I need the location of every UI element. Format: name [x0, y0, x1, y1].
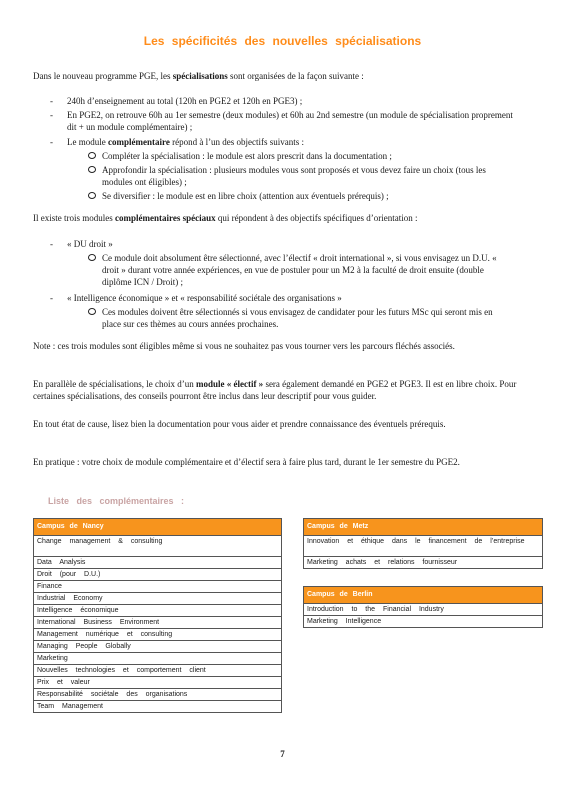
- circle-bullet-icon: [88, 192, 96, 199]
- table-cell: Innovation et éthique dans le financement de l’entreprise: [304, 536, 543, 557]
- table-cell: Marketing Intelligence: [304, 616, 543, 628]
- objective-text: Approfondir la spécialisation : plusieurs modules vous sont proposés et vous devez faire un choix (tous les modules ont éligibles) ;: [102, 165, 486, 187]
- table-row: [34, 605, 282, 617]
- table-cell: Droit (pour D.U.): [34, 569, 282, 581]
- berlin-table: [303, 586, 543, 628]
- page-title: Les spécificités des nouvelles spécialisations: [143, 34, 422, 48]
- dash: -: [50, 137, 53, 147]
- table-cell: International Business Environment: [34, 617, 282, 629]
- table-cell: Industrial Economy: [34, 593, 282, 605]
- metz-table: [303, 518, 543, 569]
- table-row: [34, 629, 282, 641]
- table-cell: Finance: [34, 581, 282, 593]
- parallel-paragraph: [33, 378, 533, 402]
- droit-label: « DU droit »: [67, 239, 113, 249]
- objective-text: Compléter la spécialisation : le module est alors prescrit dans la documentation ;: [102, 151, 392, 161]
- intro-bold: spécialisations: [172, 71, 228, 81]
- table-cell: Marketing: [34, 653, 282, 665]
- text: répond à l’un des objectifs suivants :: [172, 137, 305, 147]
- table-row: [34, 641, 282, 653]
- intro-paragraph: [33, 70, 533, 82]
- intro-text-end: sont organisées de la façon suivante :: [229, 71, 364, 81]
- table-row: [304, 616, 543, 628]
- table-cell: Introduction to the Financial Industry: [304, 604, 543, 616]
- note-paragraph: Note : ces trois modules sont éligibles même si vous ne souhaitez pas vous tourner vers les parcours fléchés associés.: [33, 341, 455, 351]
- text: qui répondent à des objectifs spécifiques d’orientation :: [217, 213, 418, 223]
- circle-bullet-icon: [88, 166, 96, 173]
- intro-text: Dans le nouveau programme PGE, les: [33, 71, 171, 81]
- table-row: [34, 689, 282, 701]
- table-row: [34, 536, 282, 557]
- table-cell: Prix et valeur: [34, 677, 282, 689]
- table-cell: Marketing achats et relations fournisseur: [304, 557, 543, 569]
- table-row: [34, 653, 282, 665]
- text: En parallèle de spécialisations, le choix d’un: [33, 379, 194, 389]
- table-row: [34, 665, 282, 677]
- text-bold: complémentaires spéciaux: [115, 213, 216, 223]
- table-cell: Nouvelles technologies et comportement client: [34, 665, 282, 677]
- table-row: [34, 617, 282, 629]
- dash: -: [50, 293, 53, 303]
- intel-label: « Intelligence économique » et « responsabilité sociétale des organisations »: [67, 293, 342, 303]
- tout-etat-paragraph: En tout état de cause, lisez bien la documentation pour vous aider et prendre connaissance des éventuels prérequis.: [33, 419, 446, 429]
- table-cell: Team Management: [34, 701, 282, 713]
- table-row: [304, 536, 543, 557]
- text-bold: complémentaire: [108, 137, 170, 147]
- table-row: [34, 581, 282, 593]
- table-cell: Intelligence économique: [34, 605, 282, 617]
- list-item-text: 240h d’enseignement au total (120h en PGE2 et 120h en PGE3) ;: [67, 96, 303, 106]
- berlin-header: Campus de Berlin: [304, 587, 543, 604]
- metz-header: Campus de Metz: [304, 519, 543, 536]
- table-cell: Change management & consulting: [34, 536, 282, 557]
- table-row: [34, 557, 282, 569]
- table-cell: Data Analysis: [34, 557, 282, 569]
- circle-bullet-icon: [88, 254, 96, 261]
- table-row: [304, 557, 543, 569]
- table-row: [34, 701, 282, 713]
- nancy-header: Campus de Nancy: [34, 519, 282, 536]
- text: Le module: [67, 137, 106, 147]
- table-row: [34, 677, 282, 689]
- table-row: [34, 569, 282, 581]
- nancy-table: [33, 518, 282, 713]
- dash: -: [50, 239, 53, 249]
- table-cell: Management numérique et consulting: [34, 629, 282, 641]
- page-number: 7: [280, 749, 285, 759]
- text: sera également demandé en PGE2 et PGE3. Il est en libre choix. Pour certaines spécialisations, des conseils pourront être inclus dans leur descriptif pour vous guider.: [33, 379, 517, 401]
- objective-text: Se diversifier : le module est en libre choix (attention aux éventuels prérequis) ;: [102, 191, 389, 201]
- circle-bullet-icon: [88, 308, 96, 315]
- pratique-paragraph: En pratique : votre choix de module complémentaire et d’électif sera à faire plus tard, durant le 1er semestre du PGE2.: [33, 457, 460, 467]
- dash: -: [50, 110, 53, 120]
- text: Il existe trois modules: [33, 213, 113, 223]
- list-title: Liste des complémentaires :: [48, 496, 185, 506]
- table-cell: Responsabilité sociétale des organisations: [34, 689, 282, 701]
- table-row: [34, 593, 282, 605]
- module-comp-text: [67, 136, 517, 148]
- intel-detail-text: Ces modules doivent être sélectionnés si vous envisagez de candidater pour les futurs MSc qui seront mis en place sur ces thèmes au cours années prochaines.: [102, 307, 493, 329]
- table-row: [304, 604, 543, 616]
- droit-detail-text: Ce module doit absolument être sélectionné, avec l’électif « droit international », si vous envisagez un D.U. « droit » durant votre année expériences, en vue de postuler pour un M2 à la faculté de droit ensuite (double diplôme ICN / Droit) ;: [102, 253, 497, 287]
- table-cell: Managing People Globally: [34, 641, 282, 653]
- dash: -: [50, 96, 53, 106]
- text-bold: module « électif »: [195, 379, 264, 389]
- three-modules-paragraph: [33, 212, 533, 224]
- circle-bullet-icon: [88, 152, 96, 159]
- list-item-text: En PGE2, on retrouve 60h au 1er semestre (deux modules) et 60h au 2nd semestre (un module de spécialisation proprement dit + un module complémentaire) ;: [67, 110, 513, 132]
